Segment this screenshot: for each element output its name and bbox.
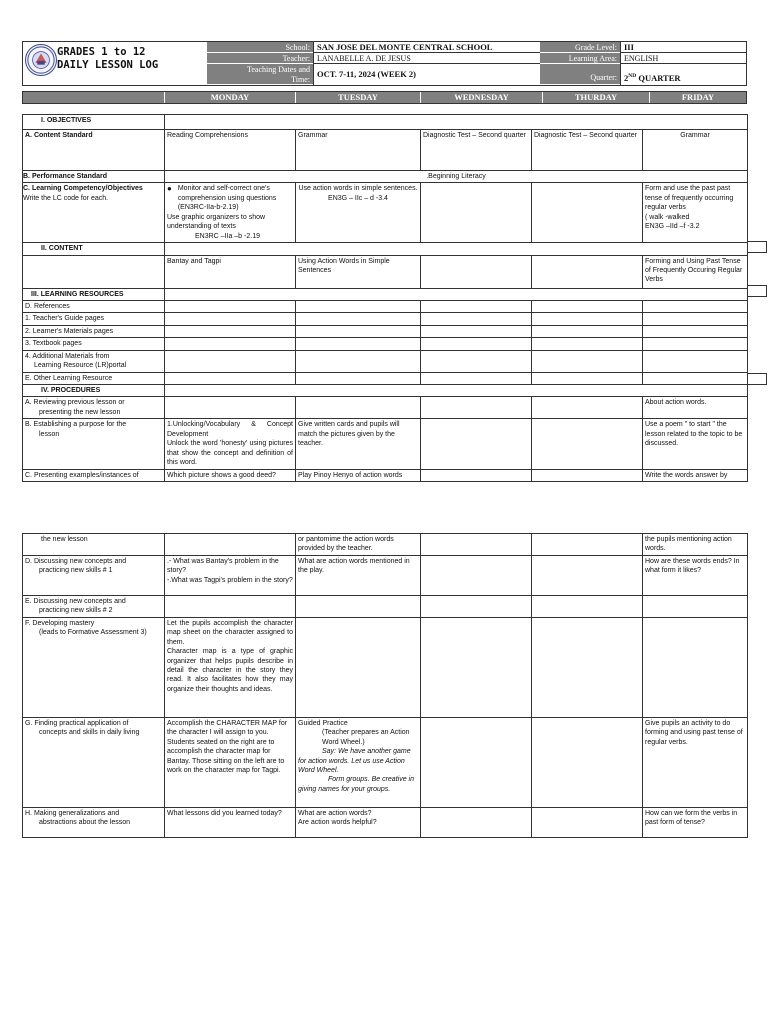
proc-d-line2: practicing new skills # 1 <box>39 567 113 575</box>
proc-d-monday-q1: .- What was Bantay's problem in the story? <box>167 557 279 575</box>
competency-monday-text: Monitor and self-correct one's comprehension using questions (EN3RC-IIa-b-2.19) <box>177 185 277 212</box>
table-row <box>23 171 748 183</box>
proc-e-line1: E. Discussing new concepts and <box>25 597 126 605</box>
proc-d-line1: D. Discussing new concepts and <box>25 557 127 565</box>
empty-cell <box>643 313 748 325</box>
table-row <box>23 555 748 595</box>
empty-cell <box>532 255 643 288</box>
empty-cell <box>532 617 643 717</box>
empty-cell <box>643 325 748 337</box>
proc-e-label <box>23 595 165 617</box>
proc-g-friday: Give pupils an activity to do forming and using past tense of regular verbs. <box>643 717 748 807</box>
proc-c-label: C. Presenting examples/instances of <box>23 469 165 481</box>
proc-c-friday-cont: the pupils mentioning action words. <box>643 534 748 556</box>
ref-teachers-guide: 1. Teacher's Guide pages <box>23 313 165 325</box>
empty-cell <box>296 397 421 419</box>
empty-cell <box>421 807 532 837</box>
empty-cell <box>23 255 165 288</box>
proc-b-monday-line1: 1.Unlocking/Vocabulary & Concept Development <box>167 421 293 438</box>
empty-cell <box>165 338 296 350</box>
empty-cell <box>421 469 532 481</box>
table-row <box>23 807 748 837</box>
ref-learners-materials: 2. Learner's Materials pages <box>23 325 165 337</box>
proc-a-friday: About action words. <box>643 397 748 419</box>
competency-tuesday <box>296 183 421 243</box>
content-tuesday: Using Action Words in Simple Sentences <box>296 255 421 288</box>
empty-cell <box>165 300 296 312</box>
empty-cell <box>532 717 643 807</box>
empty-cell <box>165 325 296 337</box>
empty-cell <box>165 595 296 617</box>
quarter-label: Quarter: <box>540 64 620 85</box>
table-row <box>23 255 748 288</box>
references-label: D. References <box>23 300 165 312</box>
proc-f-line1: F. Developing mastery <box>25 619 95 627</box>
proc-h-friday: How can we form the verbs in past form of tense? <box>643 807 748 837</box>
empty-cell <box>532 595 643 617</box>
performance-standard-value: .Beginning Literacy <box>165 171 748 183</box>
lesson-table-page1 <box>22 114 748 482</box>
table-row <box>23 313 748 325</box>
ref-additional-materials <box>23 350 165 372</box>
empty-cell <box>421 350 532 372</box>
empty-cell <box>532 534 643 556</box>
proc-f-monday-p1: Let the pupils accomplish the character map sheet on the character assigned to them. <box>167 619 293 646</box>
teacher-value: LANABELLE A. DE JESUS <box>313 53 540 64</box>
proc-h-line1: H. Making generalizations and <box>25 809 120 817</box>
proc-f-label <box>23 617 165 717</box>
quarter-number: 2 <box>624 73 629 83</box>
competency-monday-code: EN3RC –IIa –b -2.19 <box>195 232 260 240</box>
empty-cell <box>532 469 643 481</box>
empty-cell <box>296 313 421 325</box>
proc-g-line1: G. Finding practical application of <box>25 719 129 727</box>
table-row <box>23 183 748 243</box>
proc-h-line2: abstractions about the lesson <box>39 819 131 827</box>
proc-c-friday: Write the words answer by <box>643 469 748 481</box>
empty-cell <box>421 717 532 807</box>
competency-tuesday-code: EN3G – IIc – d -3.4 <box>328 194 388 202</box>
dates-value: OCT. 7-11, 2024 (WEEK 2) <box>313 64 540 85</box>
form-subtitle: DAILY LESSON LOG <box>57 59 159 71</box>
empty-cell <box>421 255 532 288</box>
empty-cell <box>421 313 532 325</box>
empty-cell <box>421 595 532 617</box>
empty-cell <box>532 807 643 837</box>
proc-g-tuesday-groups: Form groups. Be creative in giving names for your groups. <box>298 776 414 793</box>
proc-g-monday: Accomplish the CHARACTER MAP for the character I will assign to you. Students seated on the right are to accomplish the character map for Bantay. Those sitting on the left are to work on the character map for Tagpi. <box>165 717 296 807</box>
empty-cell <box>296 372 421 384</box>
deped-seal-icon <box>25 44 57 76</box>
table-row <box>23 385 748 397</box>
proc-h-tuesday-q1: What are action words? <box>298 809 372 817</box>
empty-cell <box>296 300 421 312</box>
bullet-icon: ● <box>167 184 172 194</box>
empty-cell <box>643 338 748 350</box>
school-label: School: <box>207 42 313 53</box>
ref-additional-line2: Learning Resource (LR)portal <box>34 362 127 370</box>
empty-cell <box>532 555 643 595</box>
empty-cell <box>421 419 532 469</box>
empty-cell <box>643 372 748 384</box>
competency-monday-text-2: Use graphic organizers to show understanding of texts <box>167 213 266 231</box>
proc-b-line2: lesson <box>39 430 60 438</box>
quarter-text: QUARTER <box>636 73 681 83</box>
proc-c-tuesday: Play Pinoy Henyo of action words <box>296 469 421 481</box>
proc-g-tuesday-note: (Teacher prepares an Action Word Wheel.) <box>322 729 410 746</box>
table-row <box>23 243 748 255</box>
proc-b-label <box>23 419 165 469</box>
proc-a-line2: presenting the new lesson <box>39 408 121 416</box>
table-row <box>23 372 748 384</box>
empty-cell <box>421 338 532 350</box>
area-value: ENGLISH <box>620 53 746 64</box>
area-label: Learning Area: <box>540 53 620 64</box>
table-row <box>23 130 748 171</box>
competency-monday <box>165 183 296 243</box>
table-row <box>23 397 748 419</box>
content-standard-friday: Grammar <box>643 130 748 171</box>
empty-cell <box>532 419 643 469</box>
proc-d-monday-q2: -.What was Tagpi's problem in the story? <box>167 576 293 584</box>
empty-cell <box>643 350 748 372</box>
proc-h-label <box>23 807 165 837</box>
proc-h-tuesday <box>296 807 421 837</box>
empty-cell <box>165 372 296 384</box>
performance-standard-label: B. Performance Standard <box>23 171 165 183</box>
competency-label-line1: C. Learning Competency/Objectives <box>23 185 143 193</box>
empty-cell <box>532 313 643 325</box>
objectives-heading: I. OBJECTIVES <box>23 115 165 130</box>
competency-tuesday-text: Use action words in simple sentences. <box>298 185 418 193</box>
empty-cell <box>165 313 296 325</box>
empty-cell <box>296 595 421 617</box>
empty-cell <box>421 183 532 243</box>
empty-cell <box>421 534 532 556</box>
content-standard-monday: Reading Comprehensions <box>165 130 296 171</box>
day-blank-cell <box>23 92 164 103</box>
table-row <box>23 717 748 807</box>
day-monday: MONDAY <box>164 92 295 103</box>
empty-cell <box>421 397 532 419</box>
content-standard-tuesday: Grammar <box>296 130 421 171</box>
procedures-heading: IV. PROCEDURES <box>23 385 165 397</box>
proc-g-label <box>23 717 165 807</box>
grade-label: Grade Level: <box>540 42 620 53</box>
empty-cell <box>532 338 643 350</box>
competency-friday <box>643 183 748 243</box>
empty-cell <box>532 300 643 312</box>
empty-cell <box>421 300 532 312</box>
quarter-suffix: ND <box>628 73 637 80</box>
proc-a-line1: A. Reviewing previous lesson or <box>25 399 125 407</box>
empty-cell <box>296 338 421 350</box>
empty-cell <box>421 555 532 595</box>
table-row <box>23 325 748 337</box>
content-standard-wednesday: Diagnostic Test – Second quarter <box>421 130 532 171</box>
empty-cell <box>165 350 296 372</box>
empty-cell <box>165 115 748 130</box>
teacher-label: Teacher: <box>207 53 313 64</box>
proc-g-tuesday <box>296 717 421 807</box>
competency-friday-code: EN3G –IId –f -3.2 <box>645 223 700 231</box>
table-row <box>23 419 748 469</box>
day-wednesday: WEDNESDAY <box>420 92 542 103</box>
day-friday: FRIDAY <box>649 92 746 103</box>
table-row <box>23 469 748 481</box>
competency-friday-example: ( walk -walked <box>645 213 690 221</box>
proc-f-line2: (leads to Formative Assessment 3) <box>39 629 147 637</box>
proc-a-label <box>23 397 165 419</box>
table-row <box>23 534 748 556</box>
grade-value: III <box>620 42 746 53</box>
proc-c-monday: Which picture shows a good deed? <box>165 469 296 481</box>
school-value: SAN JOSE DEL MONTE CENTRAL SCHOOL <box>313 42 540 53</box>
empty-cell <box>296 350 421 372</box>
proc-c-tuesday-cont: or pantomime the action words provided by the teacher. <box>296 534 421 556</box>
empty-cell <box>421 617 532 717</box>
content-heading: II. CONTENT <box>23 243 165 255</box>
empty-cell <box>532 372 643 384</box>
weekday-header-bar <box>22 91 747 104</box>
dates-label-line2: Time: <box>291 75 310 84</box>
empty-cell <box>421 372 532 384</box>
row-extension <box>747 241 767 253</box>
table-row <box>23 288 748 300</box>
row-extension <box>747 373 767 385</box>
quarter-value <box>620 64 746 85</box>
table-row <box>23 595 748 617</box>
empty-cell <box>296 325 421 337</box>
empty-cell <box>165 534 296 556</box>
empty-cell <box>532 397 643 419</box>
form-title: GRADES 1 to 12 <box>57 46 146 58</box>
dates-label-line1: Teaching Dates and <box>247 65 310 74</box>
row-extension <box>747 285 767 297</box>
proc-g-line2: concepts and skills in daily living <box>39 729 140 737</box>
table-row <box>23 300 748 312</box>
proc-d-label <box>23 555 165 595</box>
ref-additional-line1: 4. Additional Materials from <box>25 352 110 360</box>
ref-textbook: 3. Textbook pages <box>23 338 165 350</box>
empty-cell <box>643 617 748 717</box>
day-tuesday: TUESDAY <box>295 92 420 103</box>
proc-b-monday <box>165 419 296 469</box>
content-standard-thursday: Diagnostic Test – Second quarter <box>532 130 643 171</box>
table-row <box>23 115 748 130</box>
competency-label-line2: Write the LC code for each. <box>23 194 109 202</box>
empty-cell <box>643 300 748 312</box>
table-row <box>23 338 748 350</box>
lesson-table-page2 <box>22 533 748 838</box>
empty-cell <box>165 397 296 419</box>
proc-c-label-cont: the new lesson <box>23 534 165 556</box>
empty-cell <box>165 385 748 397</box>
table-row <box>23 350 748 372</box>
empty-cell <box>421 325 532 337</box>
proc-b-line1: B. Establishing a purpose for the <box>25 421 127 429</box>
competency-label <box>23 183 165 243</box>
competency-friday-text: Form and use the past past tense of frequently occurring regular verbs <box>645 185 734 212</box>
empty-cell <box>532 325 643 337</box>
content-monday: Bantay and Tagpi <box>165 255 296 288</box>
other-resources-label: E. Other Learning Resource <box>23 372 165 384</box>
proc-e-line2: practicing new skills # 2 <box>39 607 113 615</box>
proc-h-tuesday-q2: Are action words helpful? <box>298 819 377 827</box>
proc-f-monday <box>165 617 296 717</box>
empty-cell <box>643 595 748 617</box>
proc-b-monday-line2: Unlock the word 'honesty' using pictures that show the concept and definition of this word. <box>167 440 293 467</box>
proc-g-tuesday-title: Guided Practice <box>298 719 348 727</box>
proc-b-tuesday: Give written cards and pupils will match the pictures given by the teacher. <box>296 419 421 469</box>
competency-monday-bullet-item <box>167 184 293 212</box>
empty-cell <box>165 243 748 255</box>
content-friday: Forming and Using Past Tense of Frequently Occuring Regular Verbs <box>643 255 748 288</box>
proc-b-friday: Use a poem " to start " the lesson related to the topic to be discussed. <box>643 419 748 469</box>
dates-label <box>207 64 313 85</box>
proc-d-tuesday: What are action words mentioned in the play. <box>296 555 421 595</box>
empty-cell <box>532 350 643 372</box>
empty-cell <box>532 183 643 243</box>
proc-d-friday: How are these words ends? In what form it likes? <box>643 555 748 595</box>
resources-heading: III. LEARNING RESOURCES <box>23 288 165 300</box>
day-thursday: THURDAY <box>542 92 649 103</box>
proc-h-monday: What lessons did you learned today? <box>165 807 296 837</box>
proc-d-monday <box>165 555 296 595</box>
table-row <box>23 617 748 717</box>
empty-cell <box>296 617 421 717</box>
empty-cell <box>165 288 748 300</box>
lesson-log-header <box>22 41 747 86</box>
content-standard-label: A. Content Standard <box>23 130 165 171</box>
proc-f-monday-p2: Character map is a type of graphic organizer that helps pupils describe in detail the character in the story they read. It also facilitates how they may organize their thoughts and ideas. <box>167 648 293 693</box>
proc-g-tuesday-say: Say: We have another game for action words. Let us use Action Word Wheel. <box>298 748 411 774</box>
